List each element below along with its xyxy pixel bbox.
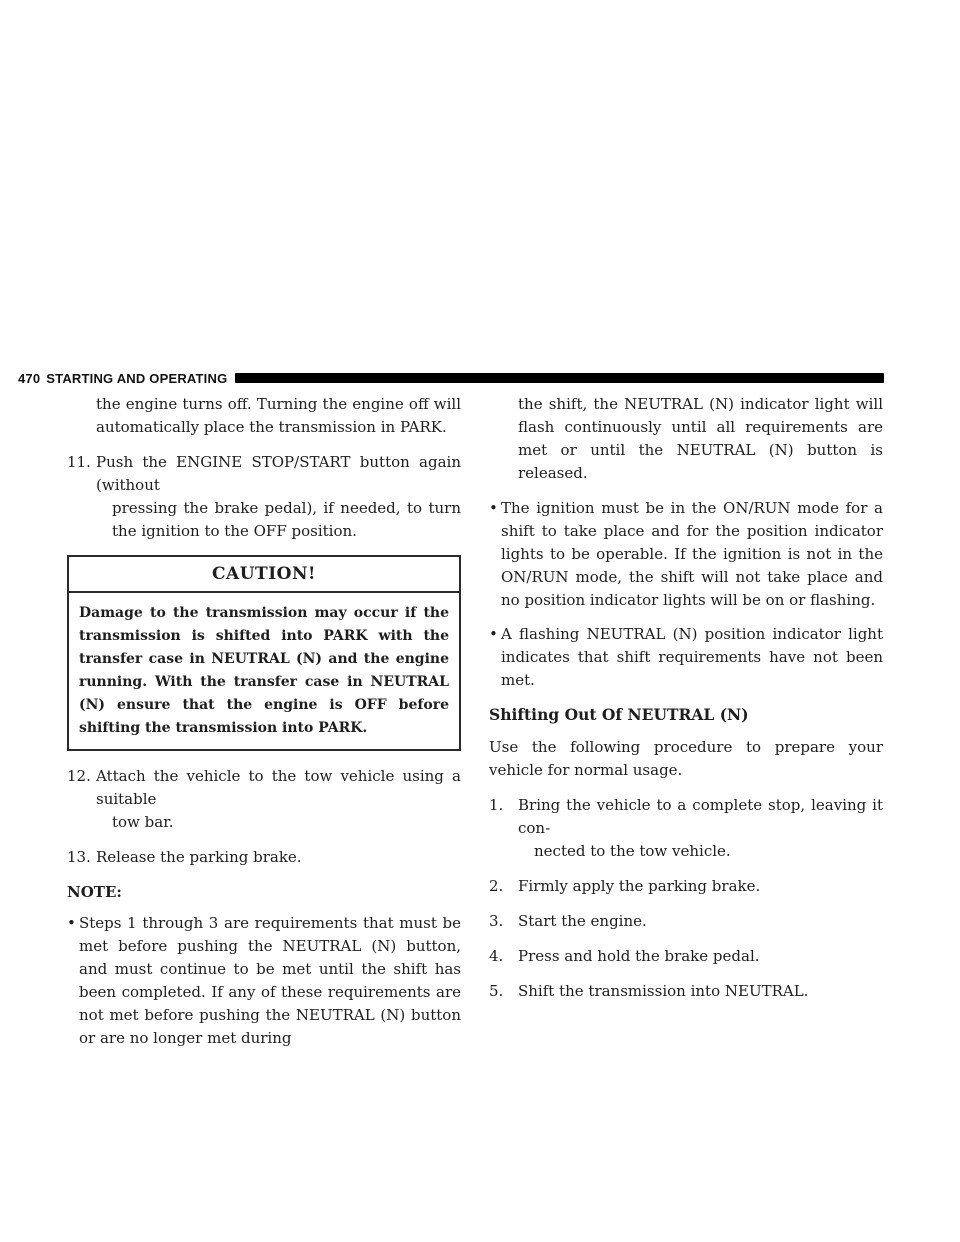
continued-bullet-text: the shift, the NEUTRAL (N) indicator light will flash continuously until all requirements are met or until the NEUTRAL (N) button is released. [518,395,883,482]
step-12 [67,765,461,834]
step-number: 11. [67,453,91,471]
step-rest: nected to the tow vehicle. [534,842,731,860]
step-text [518,794,883,863]
continued-paragraph: the engine turns off. Turning the engine off will automatically place the transmission in PARK. [96,395,461,436]
note-label: NOTE: [67,883,122,901]
step-4 [489,945,883,968]
bullet-flashing [489,623,883,692]
bullet-icon: • [489,625,498,643]
step-13 [67,846,461,869]
step-text [96,451,461,543]
caution-body: Damage to the transmission may occur if the transmission is shifted into PARK with the transfer case in NEUTRAL (N) and the engine running. With the transfer case in NEUTRAL (N) ensure that the engine is OFF before shifting the transmission into PARK. [79,605,449,736]
step-number: 1. [489,796,504,814]
step-line1: Shift the transmission into NEUTRAL. [518,982,809,1000]
step-number: 3. [489,912,504,930]
caution-box [67,555,461,751]
step-line1: Attach the vehicle to the tow vehicle using a suitable [96,767,461,808]
header-rule [235,373,884,383]
bullet-icon: • [67,914,76,932]
step-11 [67,451,461,543]
bullet-text: The ignition must be in the ON/RUN mode for a shift to take place and for the position indicator lights to be operable. If the ignition is not in the ON/RUN mode, the shift will not take place and no position indicator lights will be on or flashing. [501,499,883,609]
right-column [489,393,883,1015]
section-title: STARTING AND OPERATING [46,370,228,386]
step-line1: Press and hold the brake pedal. [518,947,760,965]
step-line1: Push the ENGINE STOP/START button again (without [96,453,461,494]
step-rest: pressing the brake pedal), if needed, to turn the ignition to the OFF position. [112,499,461,540]
left-column [67,393,461,1061]
section-heading: Shifting Out Of NEUTRAL (N) [489,705,749,724]
step-number: 4. [489,947,504,965]
step-line1: Release the parking brake. [96,848,302,866]
bullet-text: Steps 1 through 3 are requirements that must be met before pushing the NEUTRAL (N) button, and must continue to be met until the shift has been completed. If any of these requirements are not met before pushing the NEUTRAL (N) button or are no longer met during [79,914,461,1047]
note-bullet [67,912,461,1050]
step-line1: Firmly apply the parking brake. [518,877,761,895]
step-number: 12. [67,767,91,785]
step-line1: Bring the vehicle to a complete stop, leaving it con- [518,796,883,837]
step-2 [489,875,883,898]
bullet-text: A flashing NEUTRAL (N) position indicator light indicates that shift requirements have not been met. [501,625,883,689]
caution-title: CAUTION! [69,557,459,593]
step-rest: tow bar. [112,813,174,831]
step-number: 5. [489,982,504,1000]
bullet-ignition [489,497,883,612]
step-number: 13. [67,848,91,866]
step-5 [489,980,883,1003]
step-text [96,765,461,834]
step-number: 2. [489,877,504,895]
step-3 [489,910,883,933]
page-number: 470 [18,370,41,386]
intro-paragraph: Use the following procedure to prepare your vehicle for normal usage. [489,738,883,779]
step-line1: Start the engine. [518,912,647,930]
page-header [18,370,884,386]
step-1 [489,794,883,863]
bullet-icon: • [489,499,498,517]
